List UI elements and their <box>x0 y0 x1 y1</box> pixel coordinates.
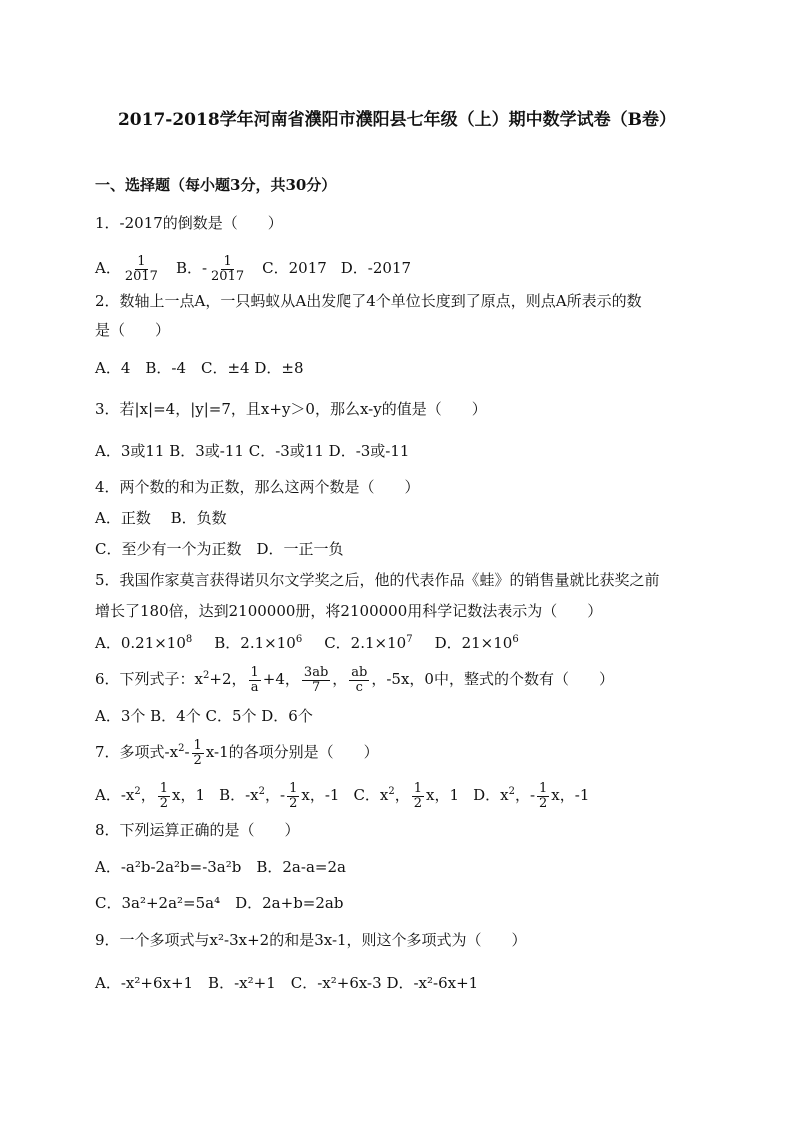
question-8-options-line-1: A．-a²b-2a²b=-3a²b B．2a-a=2a <box>95 858 346 876</box>
q1-option-a-fraction: $\frac{1}{2017}$ <box>124 253 158 284</box>
question-8-stem: 8．下列运算正确的是（ ） <box>95 821 300 839</box>
q5-option-d: D．21×10 <box>434 634 513 652</box>
question-3-options: A．3或11 B．3或-11 C．-3或11 D．-3或-11 <box>95 442 410 460</box>
question-7-options: A．$-x^2$， $\frac{1}{2}$ x，1 B．$-x^2$，- $\frac{1}{2}$ x，-1 C．$x^2$， $\frac{1}{2}$ x，1 D．$x^2$，- $\frac{1}{2}$ x，-1 <box>95 780 590 811</box>
question-4-options-line-2: C．至少有一个为正数 D．一正一负 <box>95 540 344 558</box>
section-heading: 一、选择题（每小题3分，共30分） <box>95 176 337 194</box>
q1-option-c: C．2017 <box>262 259 327 277</box>
question-3-stem: 3．若|x|=4，|y|=7，且x+y＞0，那么x-y的值是（ ） <box>95 400 487 418</box>
question-5-options <box>95 633 519 653</box>
question-5-stem-line-2: 增长了180倍，达到2100000册，将2100000用科学记数法表示为（ ） <box>95 602 603 620</box>
question-6-options: A．3个 B．4个 C．5个 D．6个 <box>95 707 313 725</box>
q5-option-a: A．0.21×10 <box>95 634 186 652</box>
question-1-options <box>95 253 411 284</box>
q6-fraction-2: $\frac{3ab}{7}$ <box>303 664 329 695</box>
question-7-stem: 7．多项式$-x^2-$ $\frac{1}{2}$ x-1的各项分别是（ ） <box>95 737 379 768</box>
q5-option-b: B．2.1×10 <box>214 634 296 652</box>
q5-option-b-exponent: 6 <box>295 634 303 645</box>
page-title: 2017-2018学年河南省濮阳市濮阳县七年级（上）期中数学试卷（B卷） <box>117 110 677 130</box>
q6-fraction-3: $\frac{ab}{c}$ <box>351 664 368 695</box>
question-2-stem-line-2: 是（ ） <box>95 321 171 339</box>
q7-fraction: $\frac{1}{2}$ <box>193 737 202 768</box>
question-1-stem: 1．-2017的倒数是（ ） <box>95 214 283 232</box>
question-2-options: A．4 B．-4 C．±4 D．±8 <box>95 359 304 377</box>
q1-option-a-label: A． <box>95 259 121 277</box>
q1-option-b-fraction: $\frac{1}{2017}$ <box>211 253 245 284</box>
question-4-stem: 4．两个数的和为正数，那么这两个数是（ ） <box>95 478 420 496</box>
question-6-stem: 6．下列式子：$x^2+2$， $\frac{1}{a}$ +4， $\frac{3ab}{7}$ ， $\frac{ab}{c}$ ，-5x，0中，整式的个数有（ ） <box>95 664 614 695</box>
question-9-stem: 9．一个多项式与x²-3x+2的和是3x-1，则这个多项式为（ ） <box>95 931 527 949</box>
question-2-stem-line-1: 2．数轴上一点A，一只蚂蚁从A出发爬了4个单位长度到了原点，则点A所表示的数 <box>95 292 642 310</box>
q1-option-d: D．-2017 <box>340 259 412 277</box>
q5-option-c: C．2.1×10 <box>324 634 407 652</box>
q5-option-c-exponent: 7 <box>406 634 413 645</box>
question-8-options-line-2: C．3a²+2a²=5a⁴ D．2a+b=2ab <box>95 894 344 912</box>
question-4-options-line-1: A．正数 B．负数 <box>95 509 227 527</box>
q5-option-d-exponent: 6 <box>512 634 519 645</box>
question-5-stem-line-1: 5．我国作家莫言获得诺贝尔文学奖之后，他的代表作品《蛙》的销售量就比获奖之前 <box>95 571 660 589</box>
q1-option-b-label: B．- <box>175 259 208 277</box>
question-9-options: A．-x²+6x+1 B．-x²+1 C．-x²+6x-3 D．-x²-6x+1 <box>95 974 479 992</box>
q5-option-a-exponent: 8 <box>185 634 193 645</box>
q6-fraction-1: $\frac{1}{a}$ <box>250 664 259 695</box>
